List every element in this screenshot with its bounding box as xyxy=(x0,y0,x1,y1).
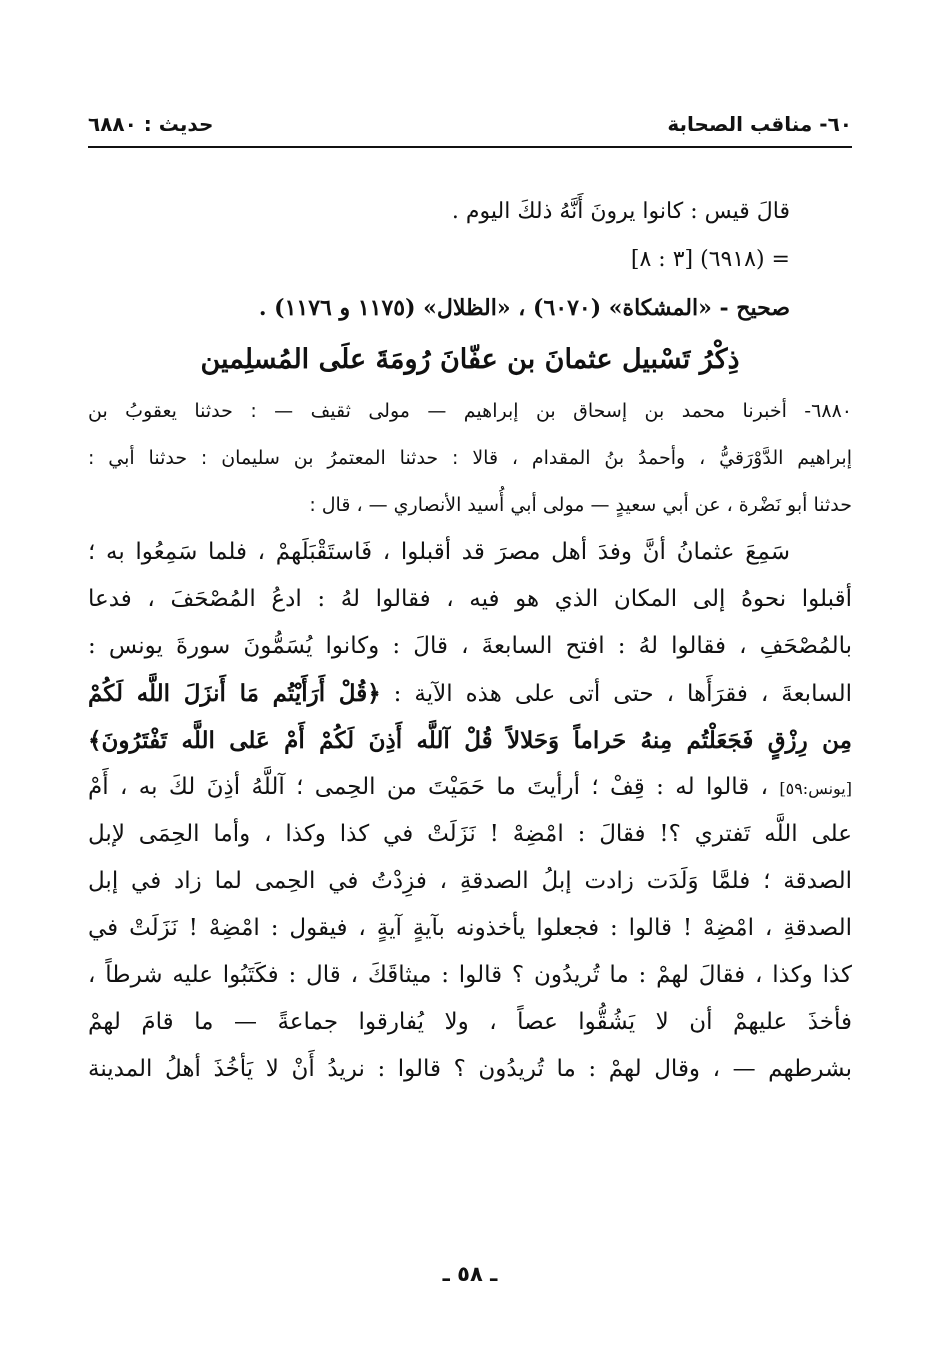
matn-line: أقبلوا نحوهُ إلى المكان الذي هو فيه ، فقالوا لهُ : ادعُ المُصْحَفَ ، فدعا xyxy=(88,586,852,612)
isnad-line: حدثنا أبو نَضْرة ، عن أبي سعيدٍ — مولى أبي أُسيد الأنصاري — ، قال : xyxy=(309,494,852,516)
matn-text: السابعةَ ، فقرَأَها ، حتى أتى على هذه الآية : xyxy=(380,681,852,707)
matn-line: بشرطهم — ، وقال لهمْ : ما تُريدُون ؟ قالوا : نريدُ أَنْ لا يَأخُذَ أهلُ المدينة xyxy=(88,1056,852,1082)
isnad-line: إبراهيم الدَّوْرَقيُّ ، وأحمدُ بنُ المقدام ، قالا : حدثنا المعتمرُ بن سليمان : حدثنا أبي : xyxy=(88,447,852,469)
matn-line xyxy=(88,670,852,717)
matn-line: فأخذَ عليهمْ أن لا يَشُقُّوا عصاً ، ولا يُفارقوا جماعةً — ما قامَ لهمْ xyxy=(88,1009,852,1035)
quran-verse-line: مِن رِزْقٍ فَجَعَلْتُم مِنهُ حَراماً وَحَلالاً قُلْ آللَّه أَذِنَ لَكُمْ أَمْ عَلى اللَّه تَفْتَرُونَ﴾ xyxy=(88,727,852,754)
page-body xyxy=(88,188,852,1093)
matn-line: سَمِعَ عثمانُ أنَّ وفدَ أهل مصرَ قد أقبلوا ، فَاستَقْبَلَهمْ ، فلما سَمِعُوا به ؛ xyxy=(88,539,790,565)
running-header xyxy=(88,106,852,142)
quran-verse: ﴿قُلْ أَرَأَيْتُم مَا أَنزَلَ اللَّه لَكُمْ xyxy=(88,680,381,707)
preceding-text-line: قالَ قيس : كانوا يرونَ أَنَّهُ ذلكَ اليوم . xyxy=(451,199,790,224)
matn-line xyxy=(88,764,852,811)
hadith-number-header: حديث : ٦٨٨٠ xyxy=(88,112,214,136)
matn-text: ، قالوا له : قِفْ ؛ أرأيتَ ما حَمَيْتَ من الحِمى ؛ آللَّهُ أذِنَ لكَ به ، أَمْ xyxy=(88,774,780,800)
matn-line: الصدقة ؛ فلمَّا وَلَدَت زادت إبلُ الصدقةِ ، فزِدْتُ في الحِمى لما زاد في إبل xyxy=(88,868,852,894)
matn-line: على اللَّه تَفتري ؟! فقالَ : امْضِهْ ! نَزَلَتْ في كذا وكذا ، وأما الحِمَى لإبل xyxy=(88,821,852,847)
matn-line: الصدقةِ ، امْضِهْ ! قالوا : فجعلوا يأخذونه بآيةٍ آيةٍ ، فيقول : امْضِهْ ! نَزَلَتْ في xyxy=(88,915,852,941)
page-number: ـ ٥٨ ـ xyxy=(442,1262,498,1286)
chapter-header-title: ٦٠- مناقب الصحابة xyxy=(667,112,852,136)
chapter-title: ذِكْرُ تَسْبيل عثمانَ بن عفّانَ رُومَةَ علَى المُسلِمين xyxy=(200,344,740,375)
surah-reference: [يونس:٥٩] xyxy=(779,779,852,798)
matn-line: كذا وكذا ، فقالَ لهمْ : ما تُريدُون ؟ قالوا : ميثاقَكَ ، قال : فكَتَبُوا عليه شرطاً ، xyxy=(88,962,852,988)
isnad-line: ٦٨٨٠- أخبرنا محمد بن إسحاق بن إبراهيم — مولى ثقيف — : حدثنا يعقوبُ بن xyxy=(88,400,852,422)
header-divider xyxy=(88,146,852,148)
cross-reference-line: = (٦٩١٨) [٣ : ٨] xyxy=(630,247,790,272)
authentication-line: صحيح - «المشكاة» (٦٠٧٠) ، «الظلال» (١١٧٥ و ١١٧٦) . xyxy=(258,295,790,321)
matn-line: بالمُصْحَفِ ، فقالوا لهُ : افتح السابعةَ ، قالَ : وكانوا يُسَمُّونَ سورةَ يونس : xyxy=(88,633,852,659)
